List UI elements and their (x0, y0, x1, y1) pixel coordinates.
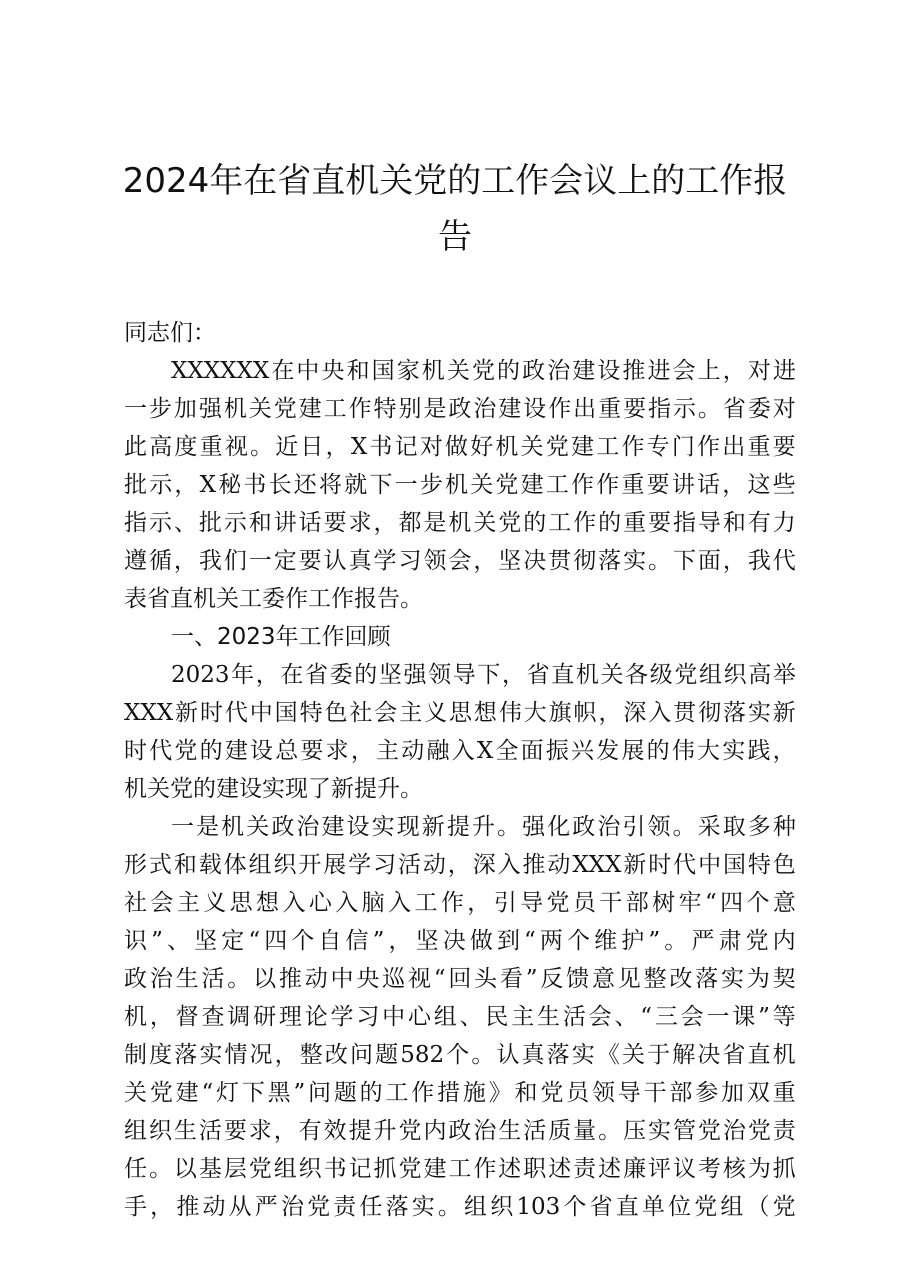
paragraph-line: 社 会 主 义 思 想 入 心 入 脑 入 工 作 ， 引 导 党 员 干 部 树 牢 “ 四 个 意 (124, 890, 796, 916)
paragraph-line: 制 度 落 实 情 况 ， 整 改 问 题 582 个 。 认 真 落 实 《 关 于 解 决 省 直 机 (124, 1042, 796, 1068)
paragraph-line: 任 。 以 基 层 党 组 织 书 记 抓 党 建 工 作 述 职 述 责 述 廉 评 议 考 核 为 抓 (124, 1156, 796, 1182)
paragraph-line: 表省直机关工委作工作报告。 (124, 586, 423, 612)
paragraph-line: 关 党 建 “ 灯 下 黑 ” 问 题 的 工 作 措 施 》 和 党 员 领 导 干 部 参 加 双 重 (124, 1080, 796, 1106)
paragraph-line: 政 治 生 活 。 以 推 动 中 央 巡 视 “ 回 头 看 ” 反 馈 意 见 整 改 落 实 为 契 (124, 966, 796, 992)
paragraph-line: 组 织 生 活 要 求 ， 有 效 提 升 党 内 政 治 生 活 质 量 。 压 实 管 党 治 党 责 (124, 1118, 796, 1144)
paragraph-line: 遵 循 ， 我 们 一 定 要 认 真 学 习 领 会 ， 坚 决 贯 彻 落 实 。 下 面 ， 我 代 (124, 548, 796, 574)
paragraph-line: 手 ， 推 动 从 严 治 党 责 任 落 实 。 组 织 103 个 省 直 单 位 党 组 （ 党 (124, 1194, 796, 1220)
title-line-1: 2024年在省直机关党的工作会议上的工作报 (122, 161, 788, 201)
paragraph-line: 时 代 党 的 建 设 总 要 求 ， 主 动 融 入 X 全 面 振 兴 发 展 的 伟 大 实 践 ， (124, 738, 796, 764)
paragraph-line: 同志们： (124, 320, 216, 346)
paragraph-line: 2023 年 ， 在 省 委 的 坚 强 领 导 下 ， 省 直 机 关 各 级 党 组 织 高 举 (171, 662, 796, 688)
paragraph-line: 识 ” 、 坚 定 “ 四 个 自 信 ” ， 坚 决 做 到 “ 两 个 维 护 ” 。 严 肃 党 内 (124, 928, 796, 954)
paragraph-line: 指 示 、 批 示 和 讲 话 要 求 ， 都 是 机 关 党 的 工 作 的 重 要 指 导 和 有 力 (124, 510, 796, 536)
document-body (124, 318, 796, 1230)
paragraph-line: XXXXXX 在 中 央 和 国 家 机 关 党 的 政 治 建 设 推 进 会 上 ， 对 进 (171, 358, 796, 384)
document-title (110, 153, 800, 265)
paragraph-line: 机关党的建设实现了新提升。 (124, 776, 423, 802)
paragraph-line: 一 是 机 关 政 治 建 设 实 现 新 提 升 。 强 化 政 治 引 领 。 采 取 多 种 (171, 814, 796, 840)
paragraph-line: 形 式 和 载 体 组 织 开 展 学 习 活 动 ， 深 入 推 动 XXX 新 时 代 中 国 特 色 (124, 852, 796, 878)
paragraph-line: 机 ， 督 查 调 研 理 论 学 习 中 心 组 、 民 主 生 活 会 、 “ 三 会 一 课 ” 等 (124, 1004, 796, 1030)
paragraph-line: XXX 新 时 代 中 国 特 色 社 会 主 义 思 想 伟 大 旗 帜 ， 深 入 贯 彻 落 实 新 (124, 700, 796, 726)
title-line-2: 告 (438, 217, 472, 257)
paragraph-line: 批 示 ， X 秘 书 长 还 将 就 下 一 步 机 关 党 建 工 作 作 重 要 讲 话 ， 这 些 (124, 472, 796, 498)
paragraph-line: 此 高 度 重 视 。 近 日 ， X 书 记 对 做 好 机 关 党 建 工 作 专 门 作 出 重 要 (124, 434, 796, 460)
paragraph-line: 一 步 加 强 机 关 党 建 工 作 特 别 是 政 治 建 设 作 出 重 要 指 示 。 省 委 对 (124, 396, 796, 422)
section-heading: 一、2023年工作回顾 (171, 624, 391, 650)
